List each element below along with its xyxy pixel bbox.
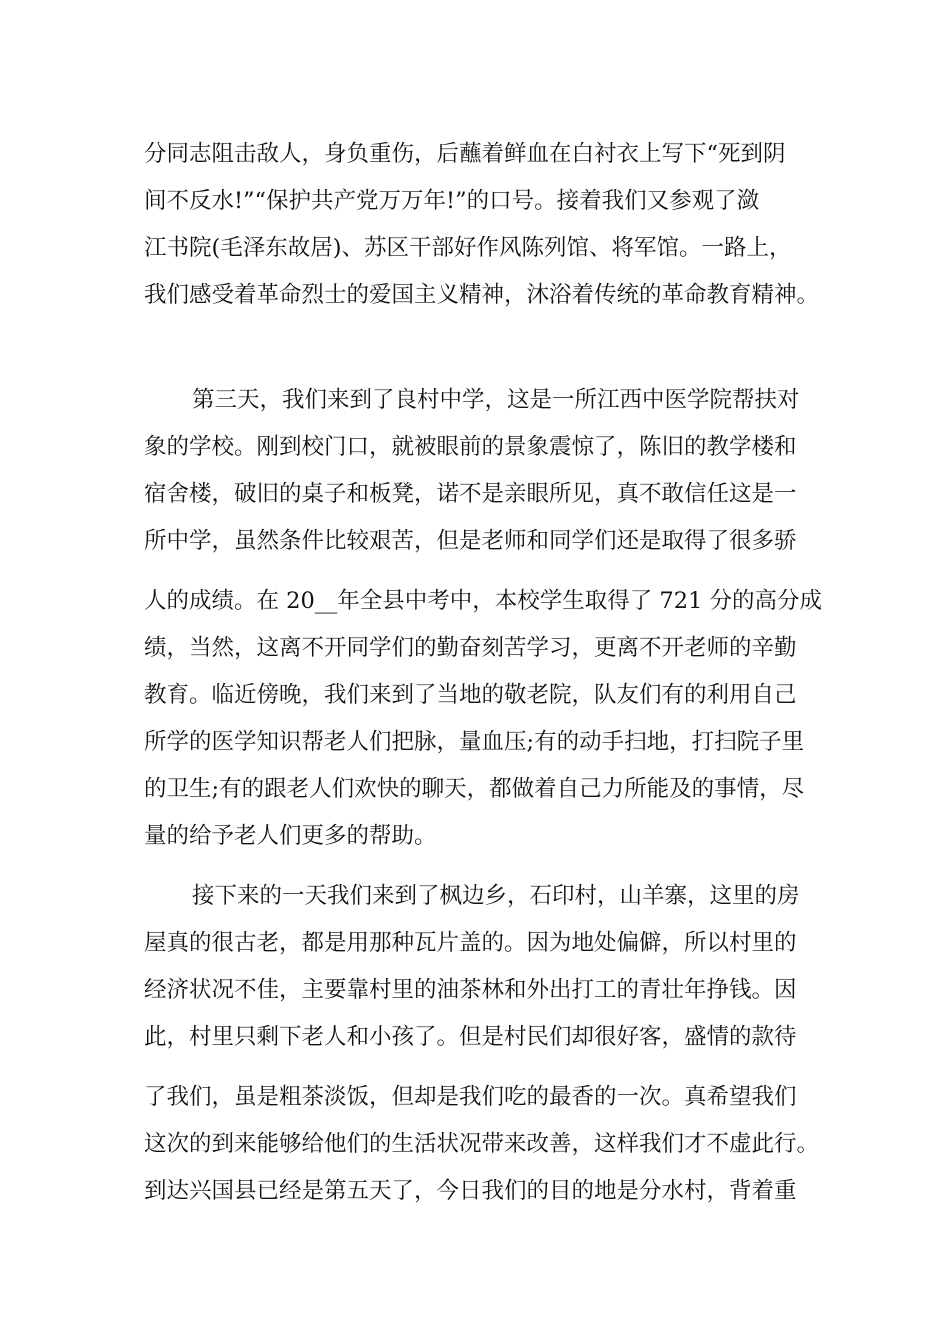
- text-line: 所学的医学知识帮老人们把脉，量血压;有的动手扫地，打扫院子里: [144, 729, 805, 755]
- paragraph-first-line: 第三天，我们来到了良村中学，这是一所江西中医学院帮扶对: [192, 387, 800, 413]
- text-line: 此，村里只剩下老人和小孩了。但是村民们却很好客，盛情的款待: [144, 1024, 797, 1050]
- text-line: 江书院(毛泽东故居)、苏区干部好作风陈列馆、将军馆。一路上，: [144, 235, 792, 261]
- text-line: 所中学，虽然条件比较艰苦，但是老师和同学们还是取得了很多骄: [144, 528, 797, 554]
- text-line: 间不反水!”“保护共产党万万年!”的口号。接着我们又参观了潋: [144, 188, 760, 214]
- text-line: 宿舍楼，破旧的桌子和板凳，诺不是亲眼所见，真不敢信任这是一: [144, 481, 797, 507]
- text-line: 到达兴国县已经是第五天了，今日我们的目的地是分水村，背着重: [144, 1178, 797, 1204]
- text-line: 这次的到来能够给他们的生活状况带来改善，这样我们才不虚此行。: [144, 1131, 820, 1157]
- text-line: 了我们，虽是粗茶淡饭，但却是我们吃的最香的一次。真希望我们: [144, 1084, 797, 1110]
- paragraph-first-line: 接下来的一天我们来到了枫边乡，石印村，山羊寨，这里的房: [192, 883, 800, 909]
- text-line: 象的学校。刚到校门口，就被眼前的景象震惊了，陈旧的教学楼和: [144, 434, 797, 460]
- text-line: 屋真的很古老，都是用那种瓦片盖的。因为地处偏僻，所以村里的: [144, 930, 797, 956]
- text-line: 绩，当然，这离不开同学们的勤奋刻苦学习，更离不开老师的辛勤: [144, 635, 797, 661]
- text-line: 量的给予老人们更多的帮助。: [144, 823, 437, 849]
- text-line: 的卫生;有的跟老人们欢快的聊天，都做着自己力所能及的事情，尽: [144, 776, 805, 802]
- text-line: 经济状况不佳，主要靠村里的油茶林和外出打工的青壮年挣钱。因: [144, 977, 797, 1003]
- text-line: 分同志阻击敌人，身负重伤，后蘸着鲜血在白衬衣上写下“死到阴: [144, 141, 786, 167]
- text-line: 人的成绩。在 20__年全县中考中，本校学生取得了 721 分的高分成: [144, 588, 823, 614]
- text-line: 我们感受着革命烈士的爱国主义精神，沐浴着传统的革命教育精神。: [144, 282, 820, 308]
- text-line: 教育。临近傍晚，我们来到了当地的敬老院，队友们有的利用自己: [144, 682, 797, 708]
